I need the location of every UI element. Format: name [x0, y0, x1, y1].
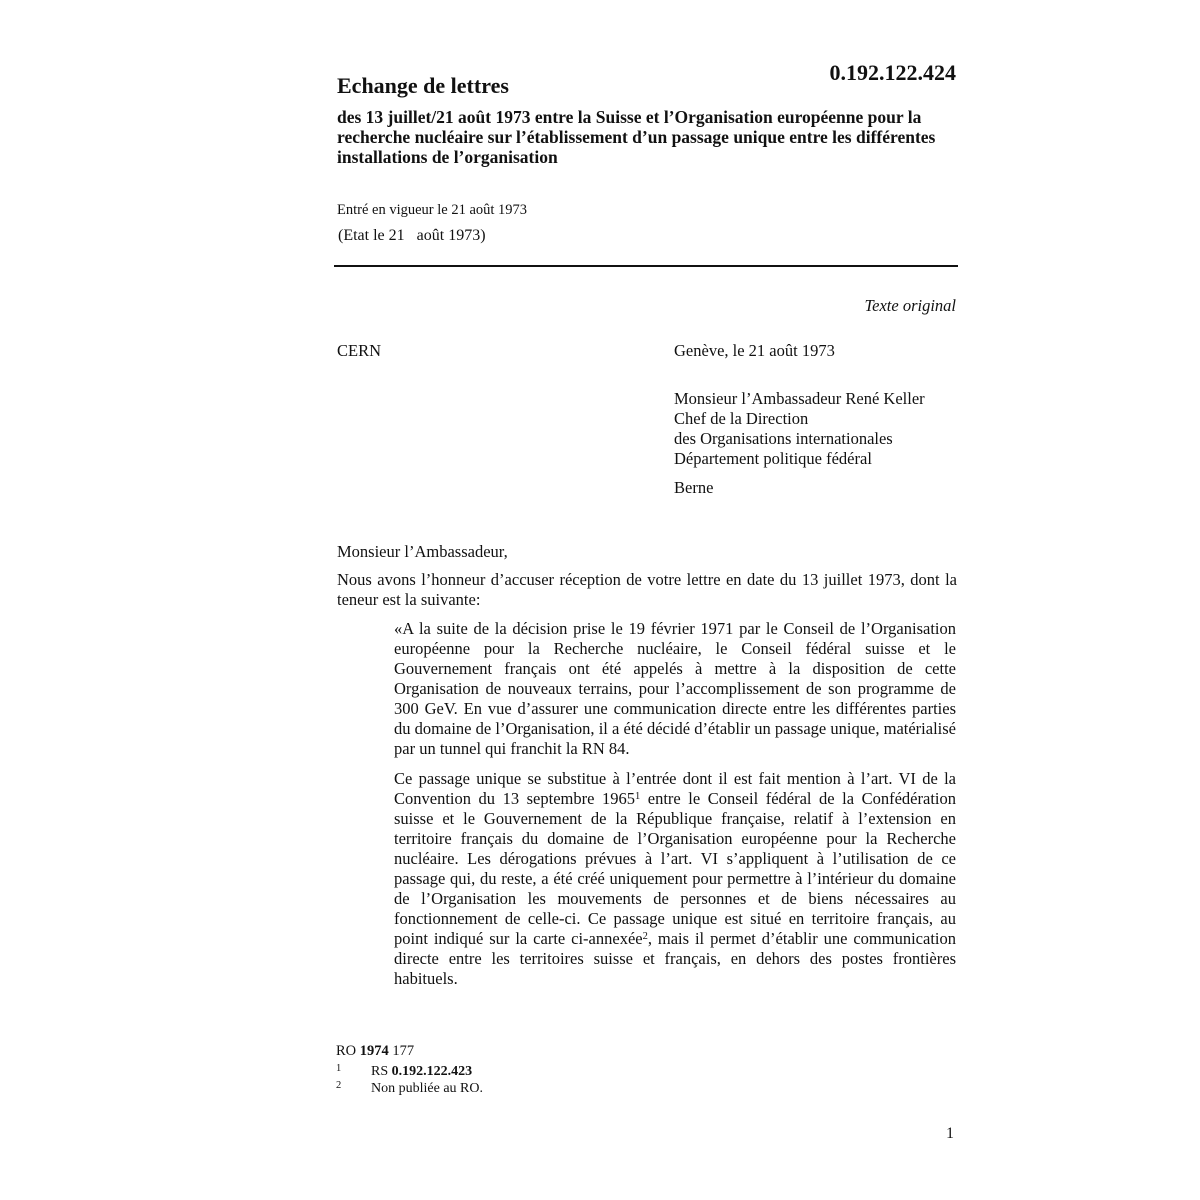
quoted-letter: [394, 619, 956, 999]
footnote-text: 0.192.122.423: [391, 1064, 473, 1079]
document-subtitle: des 13 juillet/21 août 1973 entre la Suisse et l’Organisation européenne pour la recherche nucléaire sur l’établissement d’un passage unique entre les différentes installations de l’organisation: [337, 107, 936, 167]
quote-text: Ce passage unique se substitue à l’entrée dont il est fait mention à l’art. VI de la Convention du 13 septembre 1965: [394, 769, 956, 808]
footnote-ref: 2: [642, 931, 648, 942]
address-line: Chef de la Direction: [674, 409, 809, 428]
ro-page: 177: [392, 1043, 415, 1059]
quote-paragraph-1: «A la suite de la décision prise le 19 février 1971 par le Conseil de l’Organisation européenne pour la Recherche nucléaire, le Conseil fédéral suisse et le Gouvernement français ont été appelés à mettre à la disposition de cette Organisation de nouveaux terrains, pour l’accomplissement de son programme de 300 GeV. En vue d’assurer une communication directe entre les différentes parties du domaine de l’Organisation, il a été décidé d’établir un passage unique, matérialisé par un tunnel qui franchit la RN 84.: [394, 619, 956, 758]
footnote-text: Non publiée au RO.: [371, 1081, 483, 1096]
letter-place-date: Genève, le 21 août 1973: [674, 341, 835, 360]
address-line: Monsieur l’Ambassadeur René Keller: [674, 389, 925, 408]
footnote: [336, 1080, 483, 1097]
letter-salutation: Monsieur l’Ambassadeur,: [337, 542, 508, 561]
quote-text: entre le Conseil fédéral de la Confédération suisse et le Gouvernement de la République française, relatif à l’extension en territoire français du domaine de l’Organisation européenne pour la Recherche nucléaire. Les dérogations prévues à l’art. VI s’appliquent à l’utilisation de ce passage qui, du reste, a été créé uniquement pour permettre à l’intérieur du domaine de l’Organisation les mouvements de personnes et de biens nécessaires au fonctionnement de celle-ci. Ce passage unique est situé en territoire français, au point indiqué sur la carte ci-annexée: [394, 789, 956, 948]
footnote-ref: 1: [634, 791, 641, 802]
state-date: (Etat le 21 août 1973): [338, 227, 486, 244]
quote-text: , mais il permet d’établir une communication directe entre les territoires suisse et français, en dehors des postes frontières habituels.: [394, 929, 956, 988]
document-number: 0.192.122.424: [829, 60, 956, 85]
ro-year: 1974: [359, 1043, 389, 1059]
entry-into-force: Entré en vigueur le 21 août 1973: [337, 202, 528, 218]
recipient-city: Berne: [674, 478, 714, 497]
original-text-label: Texte original: [864, 296, 956, 315]
ro-reference: [336, 1043, 414, 1060]
document-title: Echange de lettres: [337, 73, 509, 98]
footnote: [336, 1063, 472, 1080]
page-number: 1: [946, 1125, 954, 1142]
ro-prefix: RO: [336, 1043, 357, 1059]
address-line: Département politique fédéral: [674, 449, 872, 468]
header-divider: [334, 265, 958, 267]
letter-sender: CERN: [337, 341, 382, 360]
letter-intro: Nous avons l’honneur d’accuser réception de votre lettre en date du 13 juillet 1973, dont la teneur est la suivante:: [337, 570, 957, 609]
footnote-mark: 2: [336, 1080, 342, 1091]
quote-paragraph-2: [394, 769, 956, 989]
address-line: des Organisations internationales: [674, 429, 893, 448]
footnote-prefix: RS: [371, 1064, 389, 1079]
recipient-address: [674, 389, 925, 469]
footnote-mark: 1: [336, 1063, 342, 1074]
